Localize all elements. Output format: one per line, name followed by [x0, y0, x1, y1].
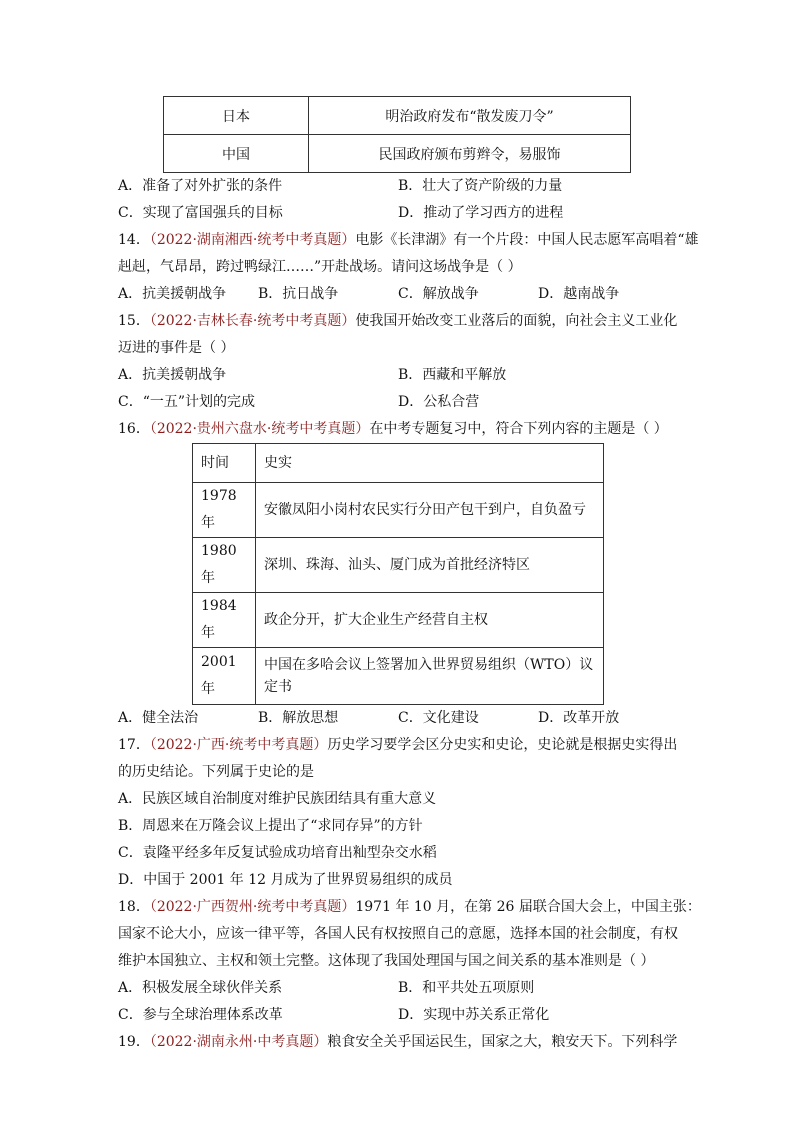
table-row [193, 483, 604, 538]
table-cell: 深圳、珠海、汕头、厦门成为首批经济特区 [256, 538, 604, 593]
question-source: （2022·吉林长春·统考中考真题） [149, 313, 356, 329]
options-row [118, 362, 678, 389]
option-c: C．袁隆平经多年反复试验成功培育出籼型杂交水稻 [118, 845, 437, 861]
question-text: 赳赳，气昂昂，跨过鸭绿江……”开赴战场。请问这场战争是（ ） [118, 259, 522, 275]
question-15 [118, 308, 678, 416]
option-b: B．和平共处五项原则 [398, 980, 535, 996]
option-a: A．抗美援朝战争 [118, 367, 227, 383]
option-a: A．民族区域自治制度对维护民族团结具有重大意义 [118, 791, 437, 807]
option-d: D．越南战争 [538, 286, 620, 302]
question-number: 15． [118, 313, 150, 329]
table-row [164, 97, 631, 135]
option-d: D．实现中苏关系正常化 [398, 1007, 550, 1023]
question-text: 历史学习要学会区分史实和史论，史论就是根据史实得出 [327, 737, 678, 753]
table-cell: 中国 [164, 135, 309, 173]
option-d: D．公私合营 [398, 394, 480, 410]
question-number: 18． [118, 899, 150, 915]
table-header-cell: 时间 [193, 444, 256, 483]
option-c: C．参与全球治理体系改革 [118, 1007, 283, 1023]
exam-page [118, 96, 701, 1056]
table-cell: 民国政府颁布剪辫令，易服饰 [309, 135, 631, 173]
question-text: 1971 年 10 月，在第 26 届联合国大会上，中国主张： [355, 899, 701, 915]
question-17 [118, 732, 678, 894]
options-row [118, 389, 678, 416]
table-cell: 安徽凤阳小岗村农民实行分田产包干到户，自负盈亏 [256, 483, 604, 538]
option-c: C．实现了富国强兵的目标 [118, 205, 283, 221]
option-c: C．解放战争 [398, 286, 479, 302]
question-source: （2022·广西贺州·统考中考真题） [149, 899, 356, 915]
question-text: 迈进的事件是（ ） [118, 340, 235, 356]
options-row [118, 1002, 678, 1029]
table-row [193, 648, 604, 705]
comparison-table [163, 96, 631, 173]
question-18 [118, 894, 701, 1029]
question-text: 在中考专题复习中，符合下列内容的主题是（ ） [369, 421, 668, 437]
option-a: A．积极发展全球伙伴关系 [118, 980, 283, 996]
question-14 [118, 227, 699, 308]
table-cell: 2001年 [193, 648, 256, 705]
question-number: 14． [118, 232, 150, 248]
question-source: （2022·湖南湘西·统考中考真题） [149, 232, 356, 248]
table-cell: 明治政府发布“散发废刀令” [309, 97, 631, 135]
table-header-row [193, 444, 604, 483]
option-d: D．中国于 2001 年 12 月成为了世界贸易组织的成员 [118, 872, 453, 888]
options-row [118, 705, 678, 732]
question-source: （2022·贵州六盘水·统考中考真题） [149, 421, 370, 437]
option-b: B．抗日战争 [258, 286, 339, 302]
question-text: 使我国开始改变工业落后的面貌，向社会主义工业化 [355, 313, 678, 329]
question-source: （2022·湖南永州·中考真题） [149, 1034, 328, 1050]
options-row [118, 975, 678, 1002]
options-row [118, 173, 678, 200]
question-text: 粮食安全关乎国运民生，国家之大，粮安天下。下列科学 [327, 1034, 678, 1050]
question-text: 的历史结论。下列属于史论的是 [118, 764, 314, 780]
table-cell: 1984年 [193, 593, 256, 648]
option-c: C．“一五”计划的完成 [118, 394, 256, 410]
table-row [193, 593, 604, 648]
reform-table [192, 443, 604, 705]
question-19 [118, 1029, 678, 1056]
option-b: B．壮大了资产阶级的力量 [398, 178, 563, 194]
table-cell: 日本 [164, 97, 309, 135]
option-a: A．抗美援朝战争 [118, 286, 227, 302]
table-cell: 政企分开，扩大企业生产经营自主权 [256, 593, 604, 648]
question-source: （2022·广西·统考中考真题） [149, 737, 328, 753]
table-row [193, 538, 604, 593]
table-row [164, 135, 631, 173]
question-number: 16． [118, 421, 150, 437]
question-16 [118, 416, 678, 732]
question-text: 国家不论大小，应该一律平等，各国人民有权按照自己的意愿，选择本国的社会制度，有权 [118, 926, 678, 942]
question-number: 19． [118, 1034, 150, 1050]
options-row [118, 200, 678, 227]
option-a: A．准备了对外扩张的条件 [118, 178, 283, 194]
table-cell: 1978年 [193, 483, 256, 538]
question-number: 17． [118, 737, 150, 753]
table-cell: 中国在多哈会议上签署加入世界贸易组织（WTO）议定书 [256, 648, 604, 705]
option-a: A．健全法治 [118, 710, 199, 726]
options-row [118, 281, 678, 308]
question-text: 电影《长津湖》有一个片段：中国人民志愿军高唱着“雄 [355, 232, 699, 248]
option-b: B．周恩来在万隆会议上提出了“求同存异”的方针 [118, 818, 423, 834]
table-cell: 1980年 [193, 538, 256, 593]
table-header-cell: 史实 [256, 444, 604, 483]
question-text: 维护本国独立、主权和领土完整。这体现了我国处理国与国之间关系的基本准则是（ ） [118, 953, 655, 969]
option-b: B．西藏和平解放 [398, 367, 507, 383]
option-d: D．改革开放 [538, 710, 620, 726]
option-b: B．解放思想 [258, 710, 339, 726]
option-c: C．文化建设 [398, 710, 479, 726]
option-d: D．推动了学习西方的进程 [398, 205, 564, 221]
